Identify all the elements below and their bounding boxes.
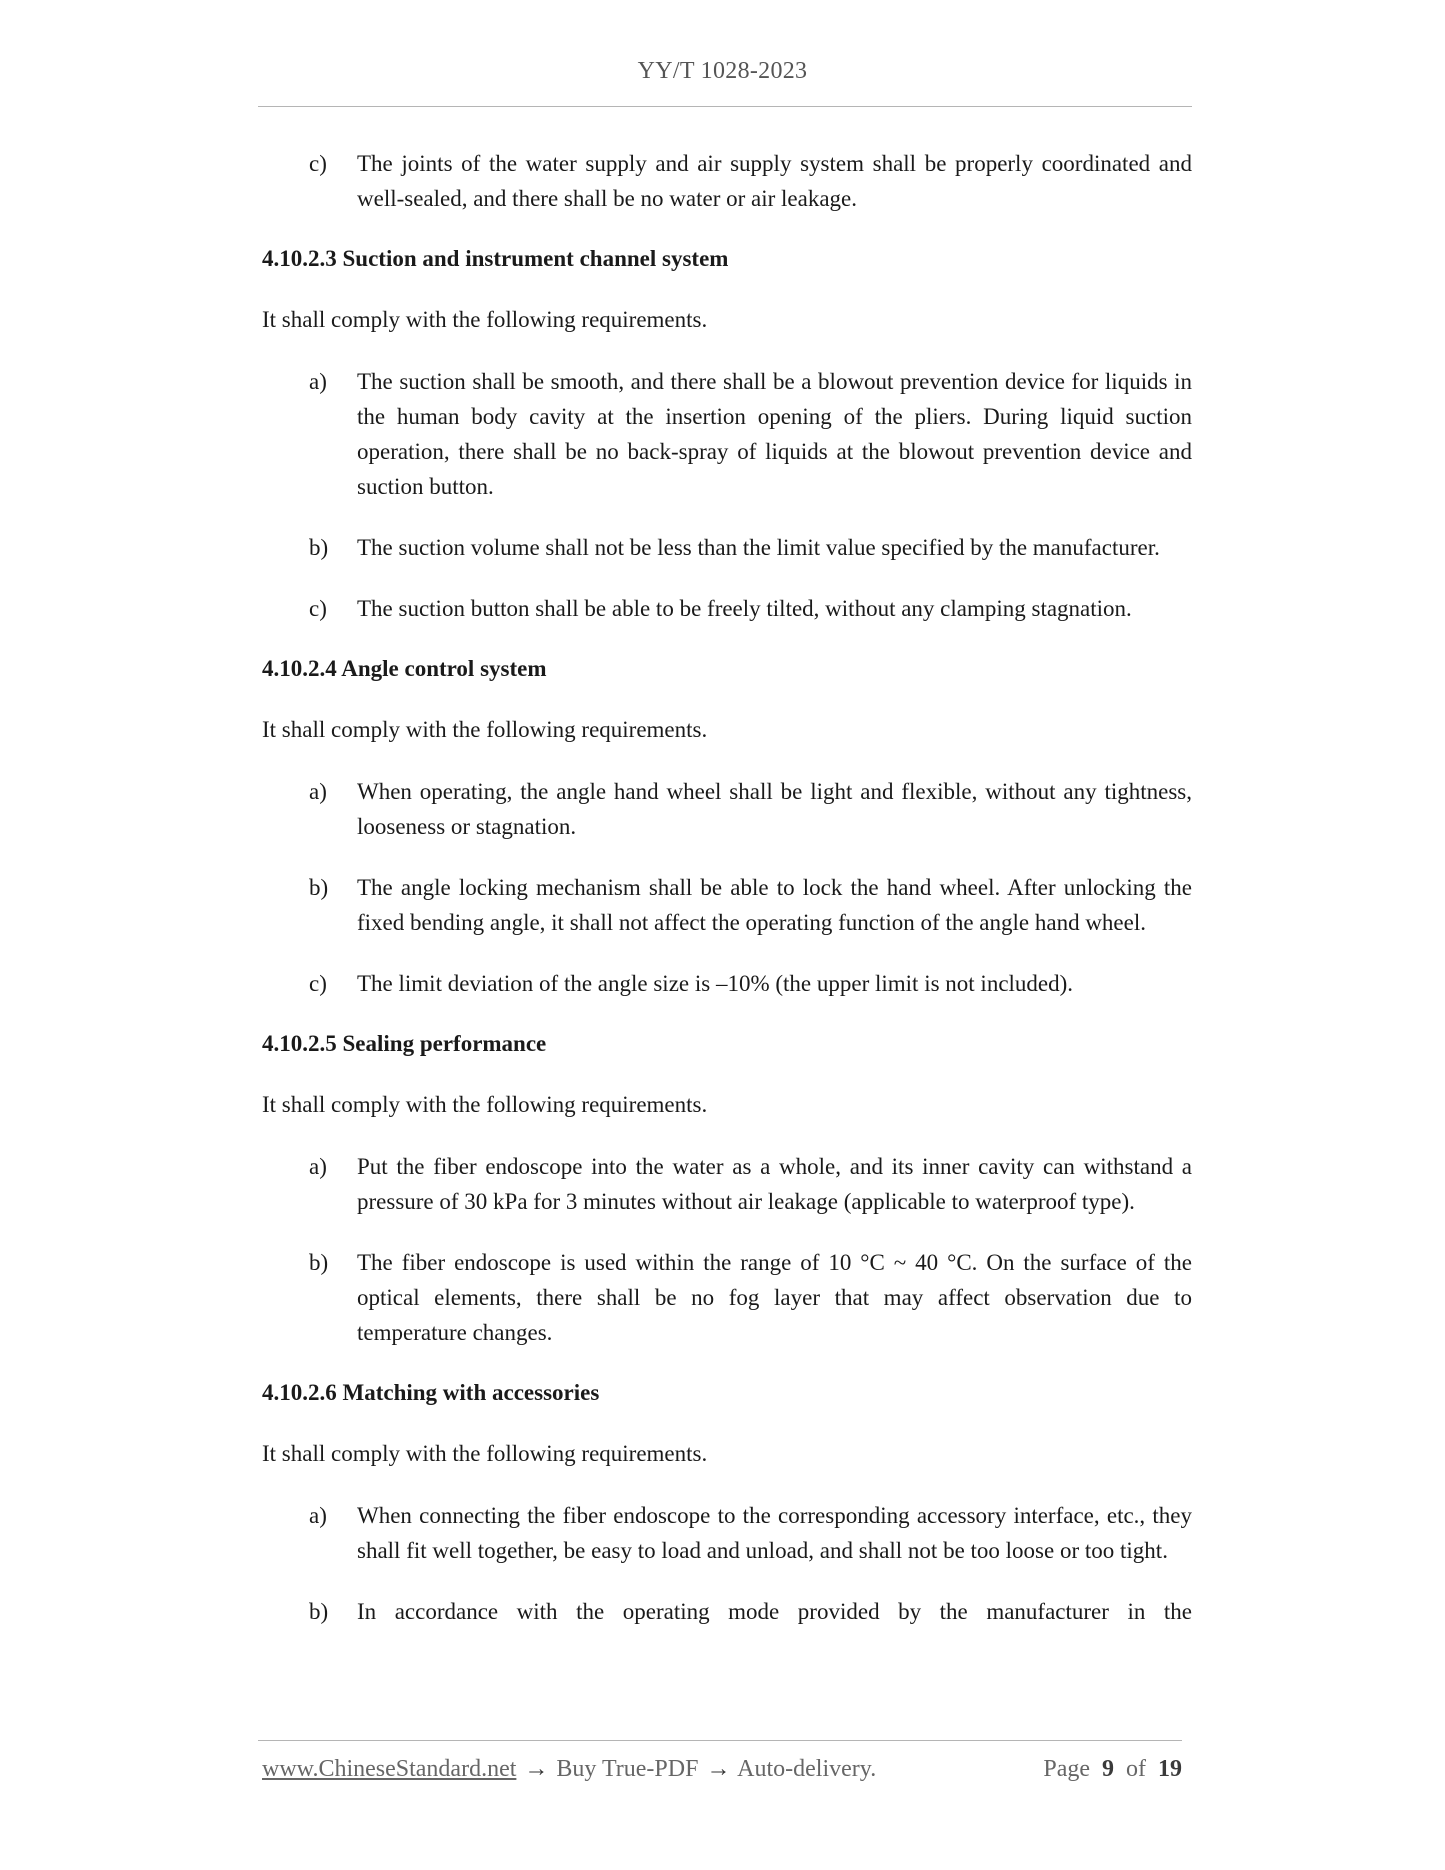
list-item bbox=[262, 1149, 1192, 1219]
item-text: Put the fiber endoscope into the water as a whole, and its inner cavity can withstand a pressure of 30 kPa for 3 minutes without air leakage (applicable to waterproof type). bbox=[357, 1154, 1192, 1214]
item-marker: b) bbox=[309, 535, 329, 560]
document-id-header: YY/T 1028-2023 bbox=[637, 58, 808, 84]
item-marker: b) bbox=[309, 1250, 329, 1275]
chinesestandard-link[interactable]: www.ChineseStandard.net bbox=[262, 1756, 517, 1782]
item-marker: a) bbox=[309, 1503, 327, 1528]
section-intro: It shall comply with the following requirements. bbox=[262, 1092, 708, 1117]
arrow-right-icon: → bbox=[524, 1756, 549, 1782]
page-content bbox=[262, 146, 1192, 1629]
section-heading: 4.10.2.5 Sealing performance bbox=[262, 1031, 547, 1056]
item-text: When connecting the fiber endoscope to the corresponding accessory interface, etc., they shall fit well together, be easy to load and unload, and shall not be too loose or too tight. bbox=[357, 1503, 1192, 1563]
item-marker: c) bbox=[309, 596, 327, 621]
page-label: Page bbox=[1043, 1756, 1090, 1782]
page-footer bbox=[262, 1756, 1182, 1783]
item-text: In accordance with the operating mode provided by the manufacturer in the bbox=[357, 1599, 1192, 1624]
list-item bbox=[262, 146, 1192, 216]
list-item bbox=[262, 591, 1192, 626]
auto-delivery-text: Auto-delivery. bbox=[737, 1756, 877, 1782]
list-item bbox=[262, 870, 1192, 940]
item-marker: c) bbox=[309, 151, 327, 176]
list-item bbox=[262, 364, 1192, 504]
list-item bbox=[262, 530, 1192, 565]
item-text: When operating, the angle hand wheel shall be light and flexible, without any tightness, looseness or stagnation. bbox=[357, 779, 1192, 839]
of-label: of bbox=[1126, 1756, 1146, 1782]
header-divider bbox=[258, 106, 1192, 107]
list-item bbox=[262, 1498, 1192, 1568]
buy-true-pdf-text: Buy True-PDF bbox=[556, 1756, 699, 1782]
list-item bbox=[262, 774, 1192, 844]
list-item bbox=[262, 1594, 1192, 1629]
list-item bbox=[262, 1245, 1192, 1350]
item-text: The angle locking mechanism shall be able to lock the hand wheel. After unlocking the fixed bending angle, it shall not affect the operating function of the angle hand wheel. bbox=[357, 875, 1192, 935]
footer-divider bbox=[258, 1740, 1182, 1741]
item-text: The limit deviation of the angle size is –10% (the upper limit is not included). bbox=[357, 971, 1074, 996]
arrow-right-icon: → bbox=[706, 1756, 731, 1782]
item-marker: a) bbox=[309, 779, 327, 804]
total-pages-number: 19 bbox=[1158, 1756, 1182, 1782]
item-text: The suction shall be smooth, and there shall be a blowout prevention device for liquids in the human body cavity at the insertion opening of the pliers. During liquid suction operation, there shall be no back-spray of liquids at the blowout prevention device and suction button. bbox=[357, 369, 1192, 499]
section-heading: 4.10.2.6 Matching with accessories bbox=[262, 1380, 600, 1405]
item-text: The joints of the water supply and air supply system shall be properly coordinated and well-sealed, and there shall be no water or air leakage. bbox=[357, 151, 1192, 211]
item-marker: c) bbox=[309, 971, 327, 996]
item-marker: a) bbox=[309, 369, 327, 394]
item-marker: b) bbox=[309, 875, 329, 900]
page-indicator bbox=[1043, 1756, 1182, 1783]
item-marker: b) bbox=[309, 1599, 329, 1624]
list-item bbox=[262, 966, 1192, 1001]
section-intro: It shall comply with the following requirements. bbox=[262, 307, 708, 332]
section-heading: 4.10.2.3 Suction and instrument channel system bbox=[262, 246, 729, 271]
item-text: The suction button shall be able to be freely tilted, without any clamping stagnation. bbox=[357, 596, 1132, 621]
item-text: The fiber endoscope is used within the range of 10 °C ~ 40 °C. On the surface of the optical elements, there shall be no fog layer that may affect observation due to temperature changes. bbox=[357, 1250, 1192, 1345]
current-page-number: 9 bbox=[1102, 1756, 1114, 1782]
section-intro: It shall comply with the following requirements. bbox=[262, 1441, 708, 1466]
section-heading: 4.10.2.4 Angle control system bbox=[262, 656, 547, 681]
item-marker: a) bbox=[309, 1154, 327, 1179]
item-text: The suction volume shall not be less than the limit value specified by the manufacturer. bbox=[357, 535, 1160, 560]
section-intro: It shall comply with the following requirements. bbox=[262, 717, 708, 742]
